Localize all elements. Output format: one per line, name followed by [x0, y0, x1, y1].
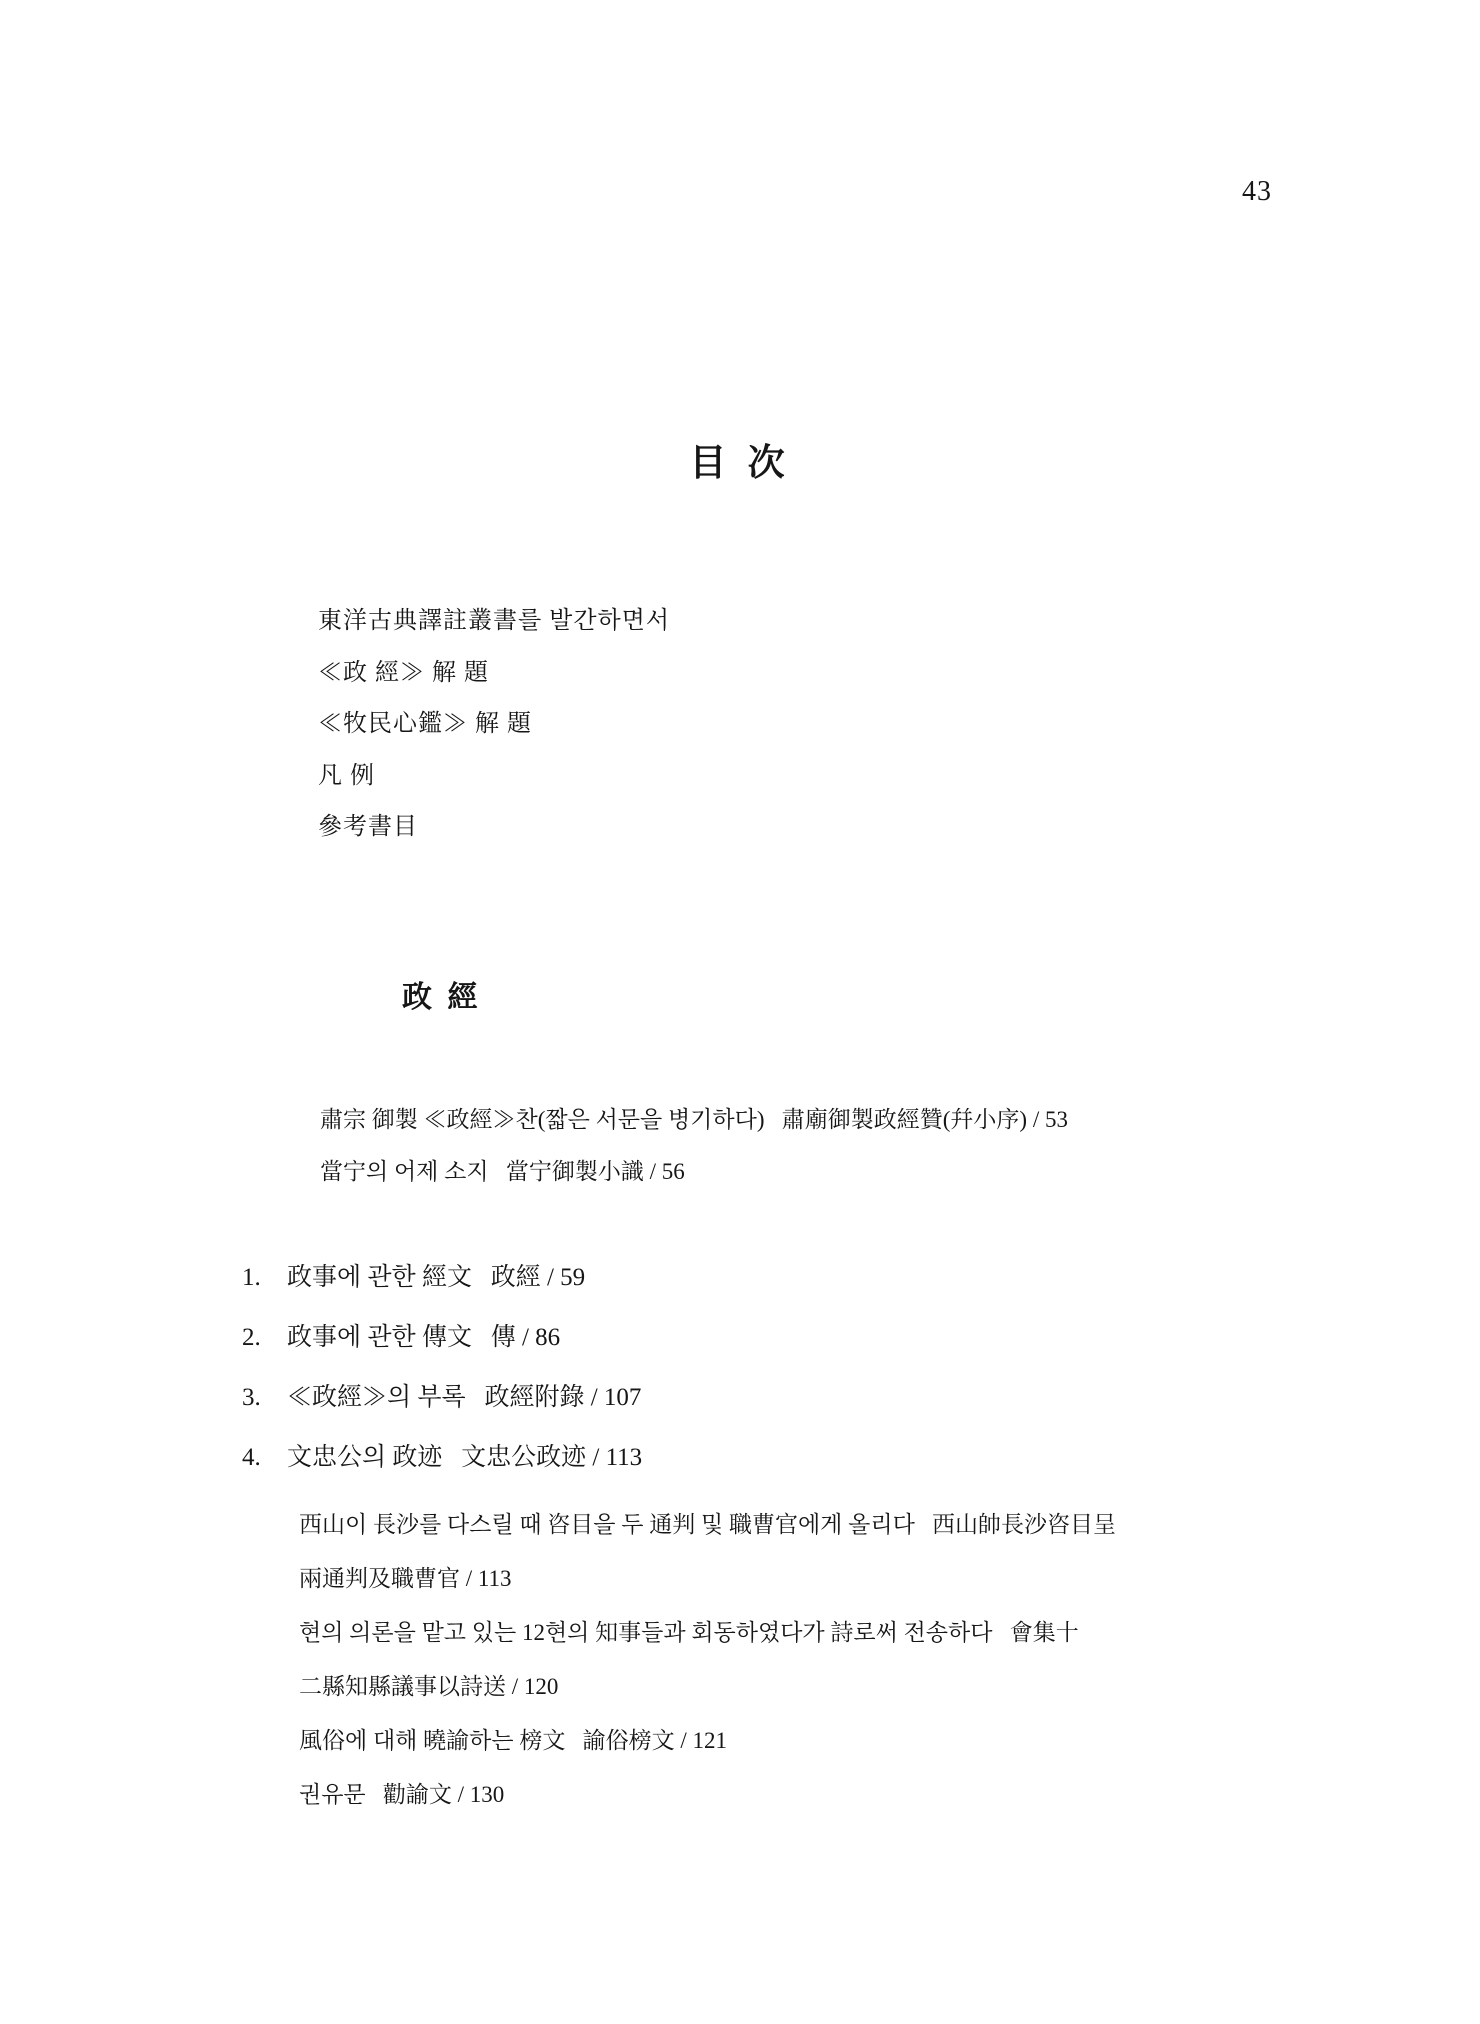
front-matter-list	[318, 596, 670, 854]
entry-label: 政事에 관한 傳文 傳 / 86	[287, 1324, 561, 1351]
front-matter-line: 東洋古典譯註叢書를 발간하면서	[318, 608, 671, 634]
entry-label: 文忠公의 政迹 文忠公政迹 / 113	[287, 1444, 643, 1471]
sub-entry-line: 風俗에 대해 曉諭하는 榜文 諭俗榜文 / 121	[299, 1728, 727, 1753]
front-matter-line: ≪牧民心鑑≫ 解 題	[318, 711, 532, 737]
numbered-entry-list	[242, 1248, 642, 1488]
preface-entry: 肅宗 御製 ≪政經≫찬(짧은 서문을 병기하다) 肅廟御製政經贊(幷小序) / 53	[320, 1107, 1068, 1132]
sub-entry-line: 권유문 勸諭文 / 130	[299, 1782, 505, 1807]
entry-number: 3.	[242, 1384, 261, 1411]
toc-title: 目 次	[689, 443, 791, 484]
front-matter-line: 參考書目	[318, 814, 418, 840]
numbered-entry	[242, 1368, 642, 1428]
sub-entry-list	[299, 1498, 1116, 1822]
front-matter-line: ≪政 經≫ 解 題	[318, 659, 489, 686]
preface-entry: 當宁의 어제 소지 當宁御製小識 / 56	[320, 1159, 685, 1184]
numbered-entry	[242, 1428, 642, 1488]
entry-label: 政事에 관한 經文 政經 / 59	[287, 1264, 586, 1291]
numbered-entry	[242, 1248, 642, 1308]
entry-number: 2.	[242, 1324, 261, 1351]
page-number: 43	[1242, 176, 1272, 207]
entry-number: 4.	[242, 1444, 261, 1471]
sub-entry-line: 二縣知縣議事以詩送 / 120	[299, 1674, 559, 1699]
sub-entry-line: 현의 의론을 맡고 있는 12현의 知事들과 회동하였다가 詩로써 전송하다 會集十	[299, 1620, 1079, 1645]
sub-entry-line: 西山이 長沙를 다스릴 때 咨目을 두 通判 및 職曹官에게 올리다 西山帥長沙咨目呈	[299, 1512, 1117, 1537]
preface-entries	[320, 1094, 1068, 1198]
entry-label: ≪政經≫의 부록 政經附錄 / 107	[287, 1384, 642, 1411]
entry-number: 1.	[242, 1264, 261, 1291]
numbered-entry	[242, 1308, 642, 1368]
section-heading: 政 經	[402, 981, 482, 1014]
front-matter-line: 凡 例	[318, 762, 375, 789]
sub-entry-line: 兩通判及職曹官 / 113	[299, 1566, 512, 1591]
